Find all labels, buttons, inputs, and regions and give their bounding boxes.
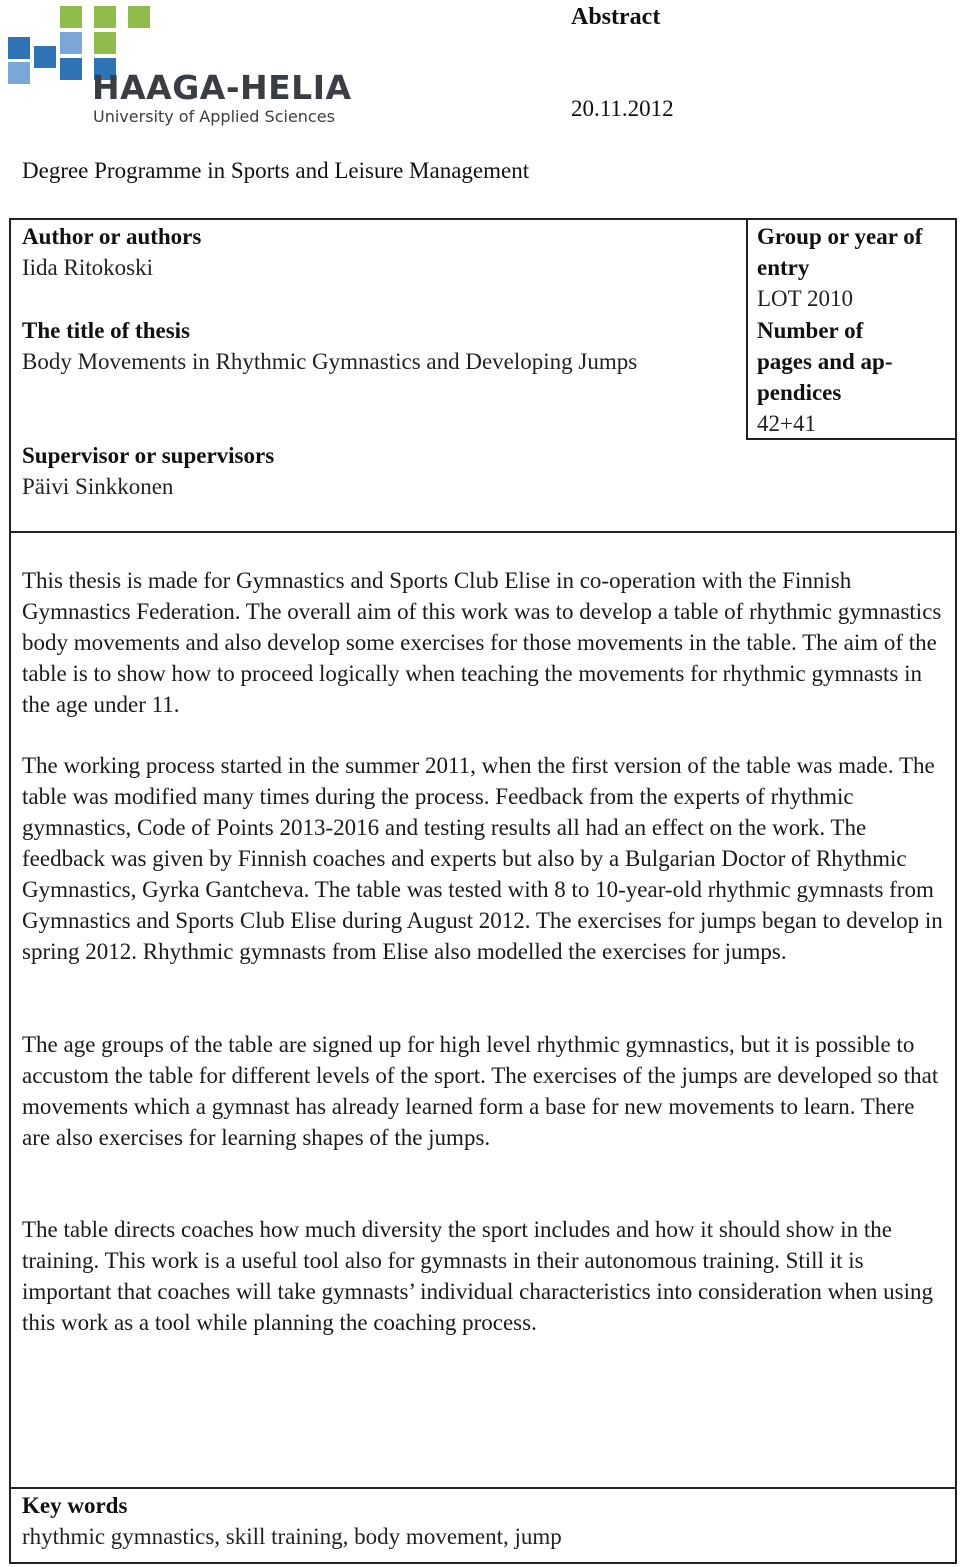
pages-label-line-1: Number of xyxy=(757,318,864,343)
pages-label-line-3: pendices xyxy=(757,380,842,405)
abstract-paragraph-1: This thesis is made for Gymnastics and Sports Club Elise in co-operation with the Finnish Gymnastics Federation. The overall aim of this work was to develop a table of rhythmic gymnastics body movements and also develop some exercises for those movements in the table. The aim of the table is to show how to proceed logically when teaching the movements for rhythmic gymnasts in the age under 11. xyxy=(22,568,942,717)
author-value: Iida Ritokoski xyxy=(22,255,153,280)
logo xyxy=(8,4,368,126)
author-label: Author or authors xyxy=(22,224,202,249)
keywords-divider xyxy=(9,1487,957,1489)
abstract-paragraph-4: The table directs coaches how much diversity the sport includes and how it should show in the training. This work is a useful tool also for gymnasts in their autonomous training. Still it is important that coaches will take gymnasts’ individual characteristics into consideration when using this work as a tool while planning the coaching process. xyxy=(22,1217,934,1335)
supervisor-value: Päivi Sinkkonen xyxy=(22,474,174,499)
group-label-line-2: entry xyxy=(757,255,810,280)
group-value: LOT 2010 xyxy=(757,286,854,311)
supervisor-label: Supervisor or supervisors xyxy=(22,443,275,468)
group-label-line-1: Group or year of xyxy=(757,224,923,249)
document-type: Abstract xyxy=(571,4,661,30)
logo-name: HAAGA-HELIA xyxy=(92,68,352,107)
abstract-paragraph-2: The working process started in the summer 2011, when the first version of the table was made. The table was modified many times during the process. Feedback from the experts of rhythmic gymnastics, Code of Points 2013-2016 and testing results all had an effect on the work. The feedback was given by Finnish coaches and experts but also by a Bulgarian Doctor of Rhythmic Gymnastics, Gyrka Gantcheva. The table was tested with 8 to 10-year-old rhythmic gymnasts from Gymnastics and Sports Club Elise during August 2012. The exercises for jumps began to develop in spring 2012. Rhythmic gymnasts from Elise also modelled the exercises for jumps. xyxy=(22,753,943,964)
title-label: The title of thesis xyxy=(22,318,191,343)
document-date: 20.11.2012 xyxy=(571,96,674,121)
pages-value: 42+41 xyxy=(757,411,816,436)
keywords-label: Key words xyxy=(22,1493,128,1518)
title-value: Body Movements in Rhythmic Gymnastics and Developing Jumps xyxy=(22,349,638,374)
info-divider xyxy=(9,531,957,533)
degree-programme: Degree Programme in Sports and Leisure Management xyxy=(22,158,530,183)
abstract-paragraph-3: The age groups of the table are signed up for high level rhythmic gymnastics, but it is possible to accustom the table for different levels of the sport. The exercises of the jumps are developed so that movements which a gymnast has already learned form a base for new movements to learn. There are also exercises for learning shapes of the jumps. xyxy=(22,1032,939,1150)
logo-subtitle: University of Applied Sciences xyxy=(93,107,335,126)
keywords-value: rhythmic gymnastics, skill training, body movement, jump xyxy=(22,1524,562,1549)
pages-label-line-2: pages and ap- xyxy=(757,349,893,374)
